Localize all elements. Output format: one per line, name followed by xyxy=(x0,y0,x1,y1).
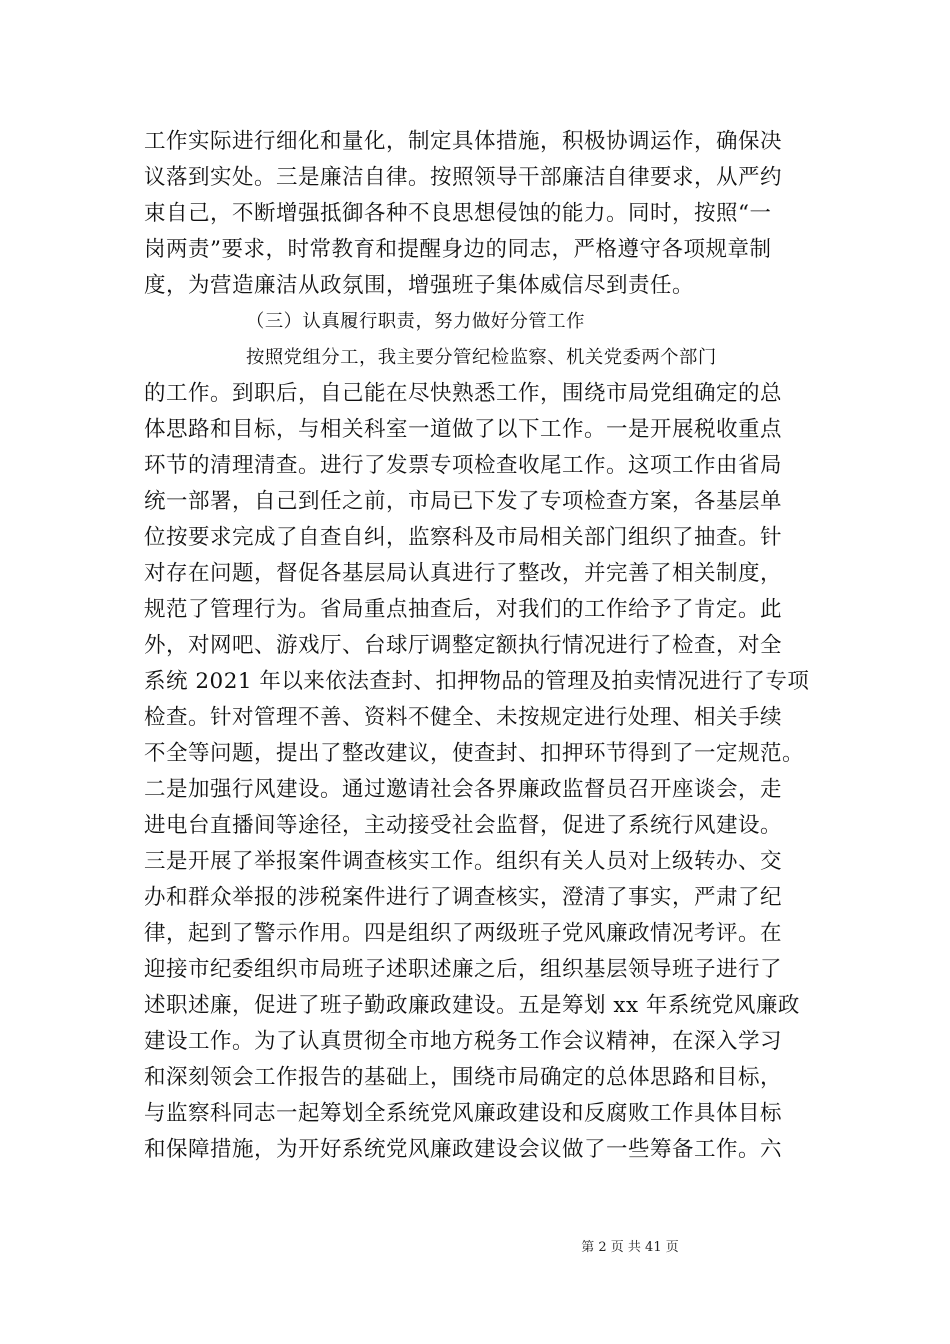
text-line: 体思路和目标，与相关科室一道做了以下工作。一是开展税收重点 xyxy=(144,417,783,442)
text-line: 环节的清理清查。进行了发票专项检查收尾工作。这项工作由省局 xyxy=(144,453,783,478)
text-line: 不全等问题，提出了整改建议，使查封、扣押环节得到了一定规范。 xyxy=(144,741,805,766)
paragraph-first-line: 按照党组分工，我主要分管纪检监察、机关党委两个部门 xyxy=(246,347,717,368)
text-line: 迎接市纪委组织市局班子述职述廉之后，组织基层领导班子进行了 xyxy=(144,957,783,982)
text-line: 建设工作。为了认真贯彻全市地方税务工作会议精神，在深入学习 xyxy=(144,1029,783,1054)
text-line: 规范了管理行为。省局重点抽查后，对我们的工作给予了肯定。此 xyxy=(144,597,783,622)
text-line: 对存在问题，督促各基层局认真进行了整改，并完善了相关制度， xyxy=(144,561,783,586)
text-line: 三是开展了举报案件调查核实工作。组织有关人员对上级转办、交 xyxy=(144,849,783,874)
text-line: 与监察科同志一起筹划全系统党风廉政建设和反腐败工作具体目标 xyxy=(144,1101,783,1126)
text-line: 外，对网吧、游戏厅、台球厅调整定额执行情况进行了检查，对全 xyxy=(144,633,783,658)
text-line: 系统 2021 年以来依法查封、扣押物品的管理及拍卖情况进行了专项 xyxy=(144,669,810,694)
section-heading: （三）认真履行职责，努力做好分管工作 xyxy=(246,311,585,332)
text-line: 议落到实处。三是廉洁自律。按照领导干部廉洁自律要求，从严约 xyxy=(144,165,783,190)
text-line: 度，为营造廉洁从政氛围，增强班子集体威信尽到责任。 xyxy=(144,273,695,298)
text-line: 进电台直播间等途径，主动接受社会监督，促进了系统行风建设。 xyxy=(144,813,783,838)
text-line: 律，起到了警示作用。四是组织了两级班子党风廉政情况考评。在 xyxy=(144,921,783,946)
text-line: 统一部署，自己到任之前，市局已下发了专项检查方案，各基层单 xyxy=(144,489,783,514)
text-line: 工作实际进行细化和量化，制定具体措施，积极协调运作，确保决 xyxy=(144,129,783,154)
text-line: 束自己，不断增强抵御各种不良思想侵蚀的能力。同时，按照“一 xyxy=(144,201,772,226)
text-line: 办和群众举报的涉税案件进行了调查核实，澄清了事实，严肃了纪 xyxy=(144,885,783,910)
text-line: 的工作。到职后，自己能在尽快熟悉工作，围绕市局党组确定的总 xyxy=(144,381,783,406)
text-line: 和深刻领会工作报告的基础上，围绕市局确定的总体思路和目标， xyxy=(144,1065,783,1090)
page-number-footer: 第 2 页 共 41 页 xyxy=(581,1240,679,1255)
text-line: 检查。针对管理不善、资料不健全、未按规定进行处理、相关手续 xyxy=(144,705,783,730)
text-line: 岗两责”要求，时常教育和提醒身边的同志，严格遵守各项规章制 xyxy=(144,237,772,262)
text-line: 和保障措施，为开好系统党风廉政建设会议做了一些筹备工作。六 xyxy=(144,1137,783,1162)
text-line: 位按要求完成了自查自纠，监察科及市局相关部门组织了抽查。针 xyxy=(144,525,783,550)
text-line: 述职述廉，促进了班子勤政廉政建设。五是筹划 xx 年系统党风廉政 xyxy=(144,993,800,1018)
text-line: 二是加强行风建设。通过邀请社会各界廉政监督员召开座谈会，走 xyxy=(144,777,783,802)
